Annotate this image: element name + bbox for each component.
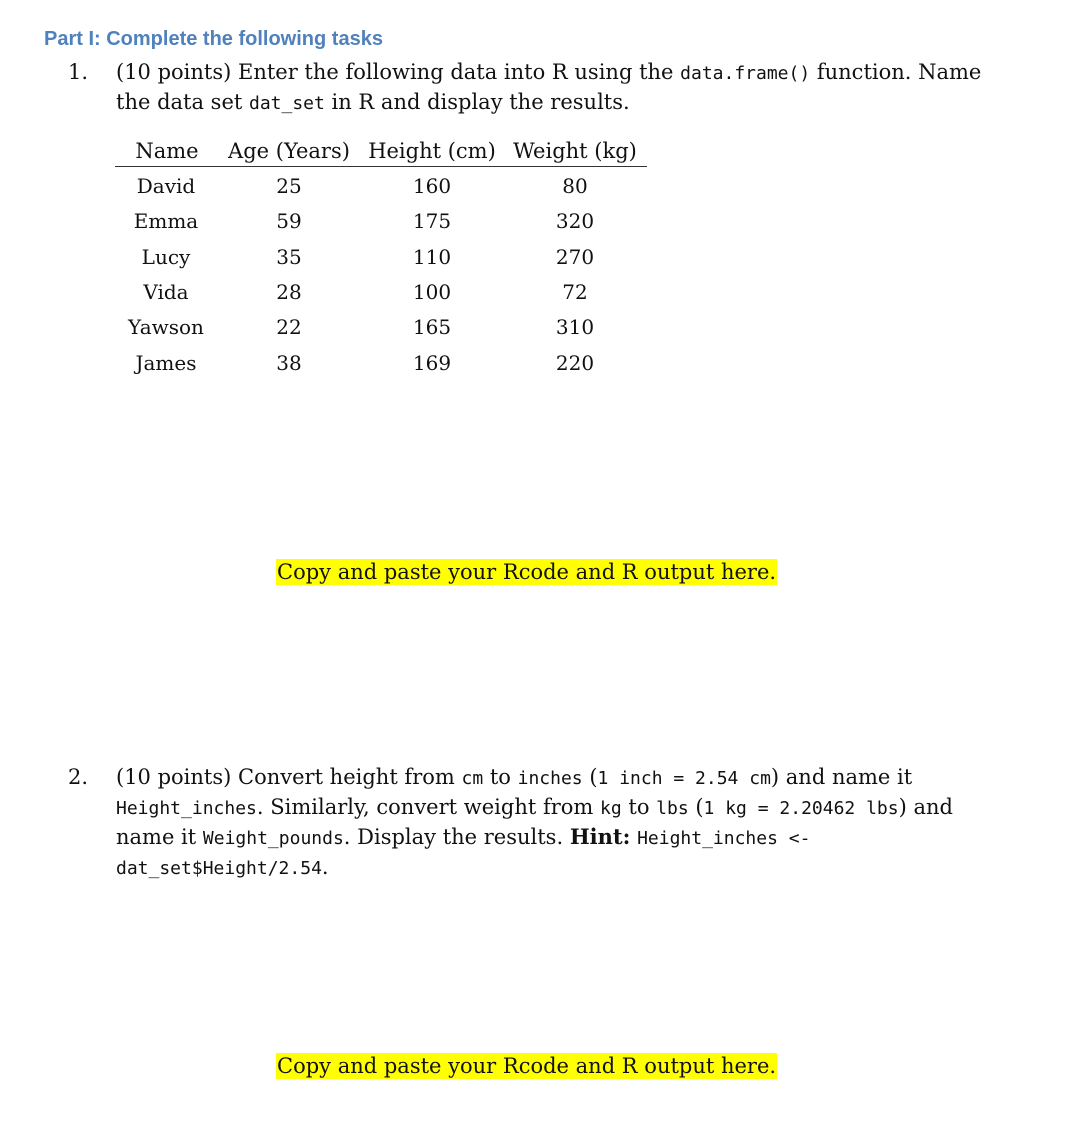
table-cell-name: Yawson bbox=[128, 315, 204, 339]
table-cell-age: 59 bbox=[276, 209, 302, 233]
code-data-frame: data.frame() bbox=[680, 63, 811, 84]
col-header-weight: Weight (kg) bbox=[513, 139, 637, 163]
table-cell-height: 110 bbox=[412, 245, 452, 269]
code-hint-expression: dat_set$Height/2.54 bbox=[116, 858, 322, 879]
code-inches: inches bbox=[517, 768, 583, 789]
table-cell-name: Lucy bbox=[141, 245, 191, 269]
task-1-text bbox=[116, 58, 1016, 118]
code-cm: cm bbox=[461, 768, 484, 789]
task-1-number: 1. bbox=[68, 60, 89, 84]
task-2-text: name it bbox=[116, 825, 203, 849]
table-cell-weight: 270 bbox=[555, 245, 595, 269]
task-2-text: to bbox=[483, 765, 518, 789]
task-2-text: . bbox=[321, 855, 329, 879]
task-2-text: to bbox=[621, 795, 657, 819]
table-cell-age: 28 bbox=[276, 280, 302, 304]
table-cell-name: David bbox=[136, 174, 196, 198]
code-kg-conversion: 1 kg = 2.20462 lbs bbox=[703, 798, 899, 819]
col-header-name: Name bbox=[135, 139, 199, 163]
task-1-text-c: the data set bbox=[116, 90, 249, 114]
table-cell-name: Emma bbox=[133, 209, 199, 233]
task-2-text: (10 points) Convert height from bbox=[116, 765, 462, 789]
code-dat-set: dat_set bbox=[248, 93, 325, 114]
section-heading: Part I: Complete the following tasks bbox=[44, 28, 383, 50]
table-cell-weight: 72 bbox=[562, 280, 588, 304]
code-lbs: lbs bbox=[656, 798, 689, 819]
table-cell-age: 35 bbox=[276, 245, 302, 269]
table-cell-height: 160 bbox=[412, 174, 452, 198]
task-1-text-b: function. Name bbox=[810, 60, 982, 84]
task-2-text bbox=[116, 763, 1016, 883]
table-cell-age: 25 bbox=[276, 174, 302, 198]
table-cell-height: 100 bbox=[412, 280, 452, 304]
task-2-text: ) and name it bbox=[770, 765, 913, 789]
task-2-text: . Similarly, convert weight from bbox=[256, 795, 601, 819]
task-2-line-1 bbox=[116, 763, 1016, 793]
table-cell-name: Vida bbox=[143, 280, 189, 304]
table-cell-age: 22 bbox=[276, 315, 302, 339]
task-1-text-d: in R and display the results. bbox=[324, 90, 630, 114]
table-cell-weight: 80 bbox=[562, 174, 588, 198]
task-2-text: ( bbox=[688, 795, 704, 819]
task-1-text-a: (10 points) Enter the following data into R using the bbox=[116, 60, 681, 84]
table-cell-height: 165 bbox=[412, 315, 452, 339]
code-height-inches: Height_inches bbox=[116, 798, 257, 819]
task-2-line-3 bbox=[116, 823, 1016, 853]
table-header-rule bbox=[115, 166, 647, 167]
task-1-line-2 bbox=[116, 88, 1016, 118]
answer-placeholder-1: Copy and paste your Rcode and R output here. bbox=[277, 560, 777, 584]
col-header-height: Height (cm) bbox=[368, 139, 496, 163]
code-weight-pounds: Weight_pounds bbox=[202, 828, 344, 849]
code-kg: kg bbox=[600, 798, 622, 819]
task-2-number: 2. bbox=[68, 765, 89, 789]
answer-placeholder-2: Copy and paste your Rcode and R output here. bbox=[277, 1054, 777, 1078]
table-cell-weight: 320 bbox=[555, 209, 595, 233]
task-2-text: ( bbox=[582, 765, 598, 789]
task-2-text: ) and bbox=[898, 795, 953, 819]
table-cell-height: 175 bbox=[412, 209, 452, 233]
col-header-age: Age (Years) bbox=[228, 139, 350, 163]
task-2-text: . Display the results. bbox=[343, 825, 570, 849]
table-cell-height: 169 bbox=[412, 351, 452, 375]
table-cell-name: James bbox=[135, 351, 197, 375]
code-inch-conversion: 1 inch = 2.54 cm bbox=[597, 768, 771, 789]
table-cell-age: 38 bbox=[276, 351, 302, 375]
task-1-line-1 bbox=[116, 58, 1016, 88]
task-2-line-2 bbox=[116, 793, 1016, 823]
table-cell-weight: 220 bbox=[555, 351, 595, 375]
hint-label: Hint: bbox=[569, 824, 631, 849]
task-2-line-4 bbox=[116, 853, 1016, 883]
code-hint-assign: Height_inches <- bbox=[637, 828, 811, 849]
table-cell-weight: 310 bbox=[555, 315, 595, 339]
